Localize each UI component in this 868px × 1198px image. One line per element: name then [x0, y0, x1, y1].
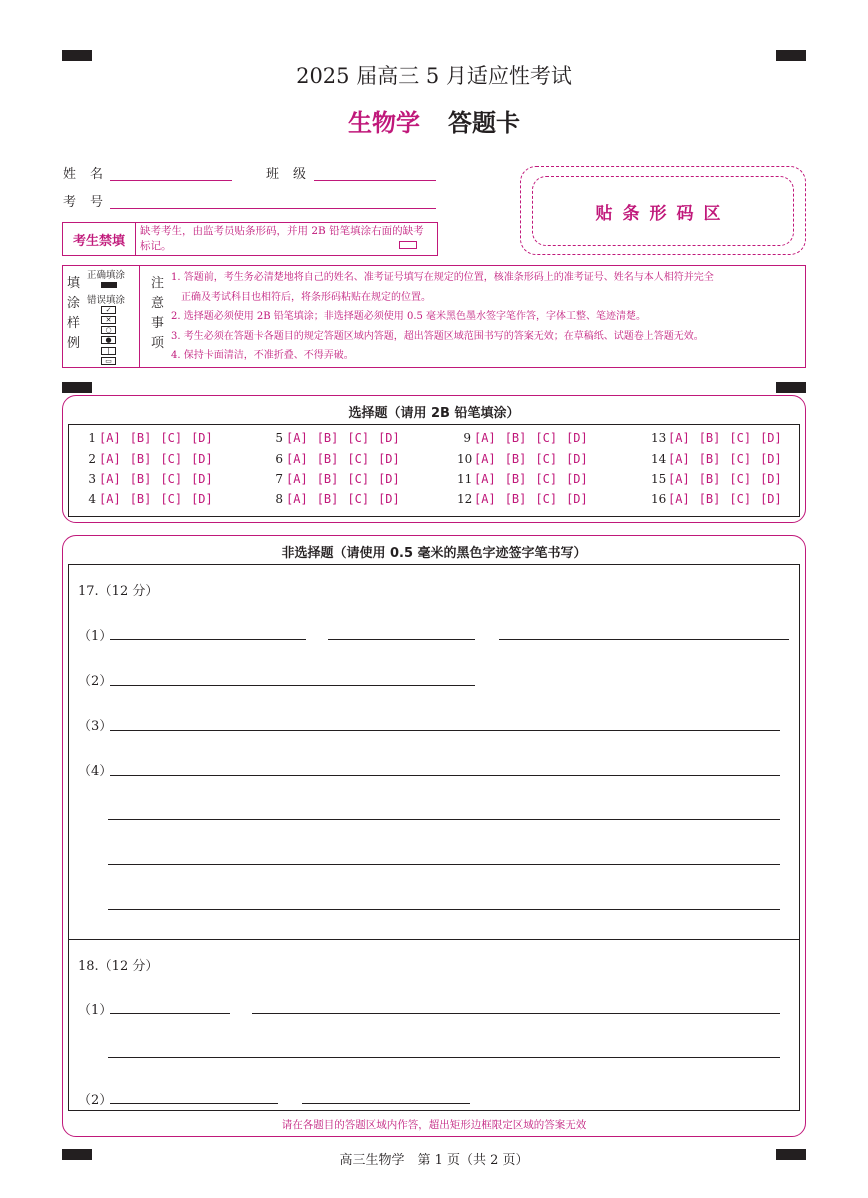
choice-question-15 — [651, 472, 791, 486]
choice-option-bubble[interactable]: [D] — [378, 492, 400, 506]
question-number: 5 — [275, 431, 283, 445]
choice-option-bubble[interactable]: [B] — [698, 431, 721, 445]
alignment-mark — [776, 382, 806, 393]
wrong-mark-box: ▭ — [101, 357, 116, 365]
question-number: 14 — [651, 452, 667, 466]
wrong-mark-check: ✓ — [101, 306, 116, 314]
q17-part4-blank[interactable] — [108, 909, 780, 910]
proctor-only-text — [136, 223, 437, 255]
q17-part1-blank[interactable] — [328, 639, 475, 640]
choice-option-bubble[interactable]: [A] — [99, 472, 121, 486]
choice-option-bubble[interactable]: [D] — [760, 492, 782, 506]
question-number: 4 — [88, 492, 96, 506]
fill-example-title — [67, 274, 81, 354]
question-number: 1 — [88, 431, 96, 445]
choice-option-bubble[interactable]: [B] — [129, 472, 152, 486]
name-field[interactable] — [110, 180, 232, 181]
choice-option-bubble[interactable]: [A] — [474, 431, 496, 445]
question-number: 16 — [651, 492, 667, 506]
wrong-mark-circle: ○ — [101, 326, 116, 334]
choice-option-bubble[interactable]: [B] — [316, 452, 339, 466]
choice-option-bubble[interactable]: [C] — [160, 452, 183, 466]
question-number: 13 — [651, 431, 667, 445]
choice-option-bubble[interactable]: [C] — [729, 431, 752, 445]
proctor-only-box — [62, 222, 438, 256]
choice-question-9 — [457, 431, 597, 445]
notice-item: 3. 考生必须在答题卡各题目的规定答题区域内答题，超出答题区域范围书写的答案无效；在草稿纸、试题卷上答题无效。 — [171, 330, 704, 342]
choice-option-bubble[interactable]: [B] — [316, 431, 339, 445]
choice-option-bubble[interactable]: [B] — [698, 492, 721, 506]
choice-question-12 — [457, 492, 597, 506]
choice-option-bubble[interactable]: [A] — [668, 452, 690, 466]
title-char: 涂 — [67, 296, 81, 311]
choice-question-14 — [651, 452, 791, 466]
q17-part1-blank[interactable] — [110, 639, 306, 640]
choice-option-bubble[interactable]: [A] — [286, 452, 308, 466]
choice-option-bubble[interactable]: [A] — [99, 431, 121, 445]
correct-fill-label: 正确填涂 — [87, 270, 126, 281]
choice-question-5 — [269, 431, 409, 445]
choice-question-3 — [82, 472, 222, 486]
choice-option-bubble[interactable]: [C] — [347, 452, 370, 466]
q17-part4-blank[interactable] — [108, 864, 780, 865]
subject-title: 生物学 — [348, 109, 420, 137]
question-number: 3 — [88, 472, 96, 486]
notice-item: 4. 保持卡面清洁，不准折叠、不得弄破。 — [171, 350, 354, 361]
q17-part4-label: （4） — [78, 764, 113, 779]
notice-block — [62, 265, 806, 368]
question-number: 11 — [457, 472, 473, 486]
q17-part2-blank[interactable] — [110, 685, 475, 686]
choice-question-7 — [269, 472, 409, 486]
choice-question-13 — [651, 431, 791, 445]
q18-title: 18.（12 分） — [78, 959, 159, 974]
choice-option-bubble[interactable]: [B] — [504, 431, 527, 445]
notice-item: 正确及考试科目也相符后，将条形码粘贴在规定的位置。 — [181, 291, 431, 303]
page-number: 高三生物学 第 1 页（共 2 页） — [339, 1153, 529, 1168]
q18-part1-blank[interactable] — [110, 1013, 230, 1014]
choice-option-bubble[interactable]: [D] — [191, 472, 213, 486]
choice-option-bubble[interactable]: [A] — [286, 492, 308, 506]
choice-option-bubble[interactable]: [C] — [535, 452, 558, 466]
nonchoice-section-title: 非选择题（请使用 0.5 毫米的黑色字迹签字笔书写） — [281, 546, 587, 561]
q18-part2-blank[interactable] — [302, 1103, 470, 1104]
choice-question-16 — [651, 492, 791, 506]
choice-option-bubble[interactable]: [C] — [729, 452, 752, 466]
absent-mark-box[interactable] — [399, 241, 417, 249]
notice-item: 1. 答题前，考生务必清楚地将自己的姓名、准考证号填写在规定的位置，核准条形码上的准考证号、姓名与本人相符并完全 — [171, 272, 714, 283]
q17-title: 17.（12 分） — [78, 584, 159, 599]
choice-option-bubble[interactable]: [A] — [474, 492, 496, 506]
choice-option-bubble[interactable]: [D] — [760, 472, 782, 486]
class-label: 班级 — [266, 167, 321, 182]
choice-option-bubble[interactable]: [B] — [129, 492, 152, 506]
question-number: 10 — [457, 452, 473, 466]
choice-option-bubble[interactable]: [C] — [347, 492, 370, 506]
choice-option-bubble[interactable]: [C] — [160, 472, 183, 486]
q17-part1-label: （1） — [78, 629, 113, 644]
choice-question-10 — [457, 452, 597, 466]
title-char: 填 — [67, 276, 81, 291]
notice-list — [171, 268, 803, 366]
choice-option-bubble[interactable]: [C] — [160, 431, 183, 445]
title-char: 注 — [151, 276, 165, 291]
q18-part1-label: （1） — [78, 1003, 113, 1018]
choice-option-bubble[interactable]: [C] — [729, 492, 752, 506]
choice-option-bubble[interactable]: [C] — [347, 431, 370, 445]
q18-part2-blank[interactable] — [110, 1103, 278, 1104]
choice-option-bubble[interactable]: [A] — [99, 492, 121, 506]
choice-option-bubble[interactable]: [B] — [316, 492, 339, 506]
proctor-only-instruction: 缺考考生，由监考员贴条形码，并用 2B 铅笔填涂右面的缺考标记。 — [140, 225, 424, 252]
question-number: 2 — [88, 452, 96, 466]
title-char: 例 — [67, 336, 81, 351]
choice-option-bubble[interactable]: [D] — [378, 431, 400, 445]
choice-option-bubble[interactable]: [C] — [160, 492, 183, 506]
choice-option-bubble[interactable]: [B] — [504, 452, 527, 466]
choice-option-bubble[interactable]: [A] — [286, 431, 308, 445]
card-label: 答题卡 — [448, 109, 520, 137]
choice-option-bubble[interactable]: [D] — [566, 492, 588, 506]
name-label: 姓名 — [63, 167, 118, 182]
choice-option-bubble[interactable]: [A] — [668, 492, 690, 506]
proctor-only-title: 考生禁填 — [63, 223, 136, 255]
choice-question-11 — [457, 472, 597, 486]
question-number: 9 — [463, 431, 471, 445]
choice-option-bubble[interactable]: [C] — [729, 472, 752, 486]
title-char: 事 — [151, 316, 165, 331]
q17-part3-blank[interactable] — [110, 730, 780, 731]
q17-part2-label: （2） — [78, 674, 113, 689]
choice-option-bubble[interactable]: [B] — [698, 452, 721, 466]
question-number: 8 — [275, 492, 283, 506]
question-number: 15 — [651, 472, 667, 486]
title-char: 意 — [151, 296, 165, 311]
choice-option-bubble[interactable]: [D] — [378, 472, 400, 486]
choice-option-bubble[interactable]: [B] — [504, 492, 527, 506]
card-title — [0, 103, 868, 138]
choice-option-bubble[interactable]: [A] — [286, 472, 308, 486]
wrong-mark-dot: ● — [101, 336, 116, 344]
notice-item: 2. 选择题必须使用 2B 铅笔填涂；非选择题必须使用 0.5 毫米黑色墨水签字笔作答，字体工整、笔迹清楚。 — [171, 311, 647, 322]
choice-option-bubble[interactable]: [C] — [347, 472, 370, 486]
choice-option-bubble[interactable]: [D] — [566, 452, 588, 466]
choice-option-bubble[interactable]: [C] — [535, 492, 558, 506]
correct-fill-sample — [101, 282, 117, 288]
choice-option-bubble[interactable]: [D] — [378, 452, 400, 466]
question-number: 6 — [275, 452, 283, 466]
choice-option-bubble[interactable]: [B] — [129, 431, 152, 445]
choice-option-bubble[interactable]: [A] — [668, 472, 690, 486]
q17-part3-label: （3） — [78, 719, 113, 734]
notice-title — [151, 274, 165, 354]
choice-question-6 — [269, 452, 409, 466]
answer-area-warning: 请在各题目的答题区域内作答，超出矩形边框限定区域的答案无效 — [281, 1119, 587, 1131]
choice-question-8 — [269, 492, 409, 506]
wrong-mark-bar: | — [101, 347, 116, 355]
choice-question-1 — [82, 431, 222, 445]
choice-option-bubble[interactable]: [D] — [760, 431, 782, 445]
choice-question-2 — [82, 452, 222, 466]
question-number: 7 — [275, 472, 283, 486]
q17-part4-blank[interactable] — [110, 775, 780, 776]
choice-option-bubble[interactable]: [A] — [99, 452, 121, 466]
q18-part2-label: （2） — [78, 1093, 113, 1108]
choice-option-bubble[interactable]: [B] — [698, 472, 721, 486]
choice-option-bubble[interactable]: [D] — [191, 431, 213, 445]
wrong-mark-cross: ✕ — [101, 316, 116, 324]
title-char: 样 — [67, 316, 81, 331]
q17-part1-blank[interactable] — [499, 639, 789, 640]
choice-option-bubble[interactable]: [D] — [191, 452, 213, 466]
choice-option-bubble[interactable]: [A] — [474, 452, 496, 466]
barcode-area: 贴条形码区 — [532, 176, 794, 246]
q17-answer-area — [68, 564, 800, 940]
choice-option-bubble[interactable]: [A] — [474, 472, 496, 486]
wrong-fill-label: 错误填涂 — [87, 295, 126, 306]
q18-part1-blank[interactable] — [252, 1013, 780, 1014]
choice-option-bubble[interactable]: [D] — [566, 472, 588, 486]
choice-option-bubble[interactable]: [D] — [760, 452, 782, 466]
choice-option-bubble[interactable]: [B] — [129, 452, 152, 466]
choice-option-bubble[interactable]: [D] — [566, 431, 588, 445]
question-number: 12 — [457, 492, 473, 506]
choice-option-bubble[interactable]: [A] — [668, 431, 690, 445]
exam-number-label: 考号 — [63, 195, 118, 210]
class-field[interactable] — [314, 180, 436, 181]
alignment-mark — [62, 382, 92, 393]
q18-answer-area — [68, 939, 800, 1111]
choice-option-bubble[interactable]: [B] — [316, 472, 339, 486]
choice-option-bubble[interactable]: [D] — [191, 492, 213, 506]
choice-question-4 — [82, 492, 222, 506]
choice-option-bubble[interactable]: [B] — [504, 472, 527, 486]
exam-number-field[interactable] — [110, 208, 436, 209]
choice-section-title: 选择题（请用 2B 铅笔填涂） — [348, 406, 520, 421]
exam-title: 2025 届高三 5 月适应性考试 — [296, 64, 572, 88]
q17-part4-blank[interactable] — [108, 819, 780, 820]
choice-option-bubble[interactable]: [C] — [535, 431, 558, 445]
title-char: 项 — [151, 336, 165, 351]
fill-example — [63, 266, 140, 367]
choice-option-bubble[interactable]: [C] — [535, 472, 558, 486]
q18-part1-blank[interactable] — [108, 1057, 780, 1058]
